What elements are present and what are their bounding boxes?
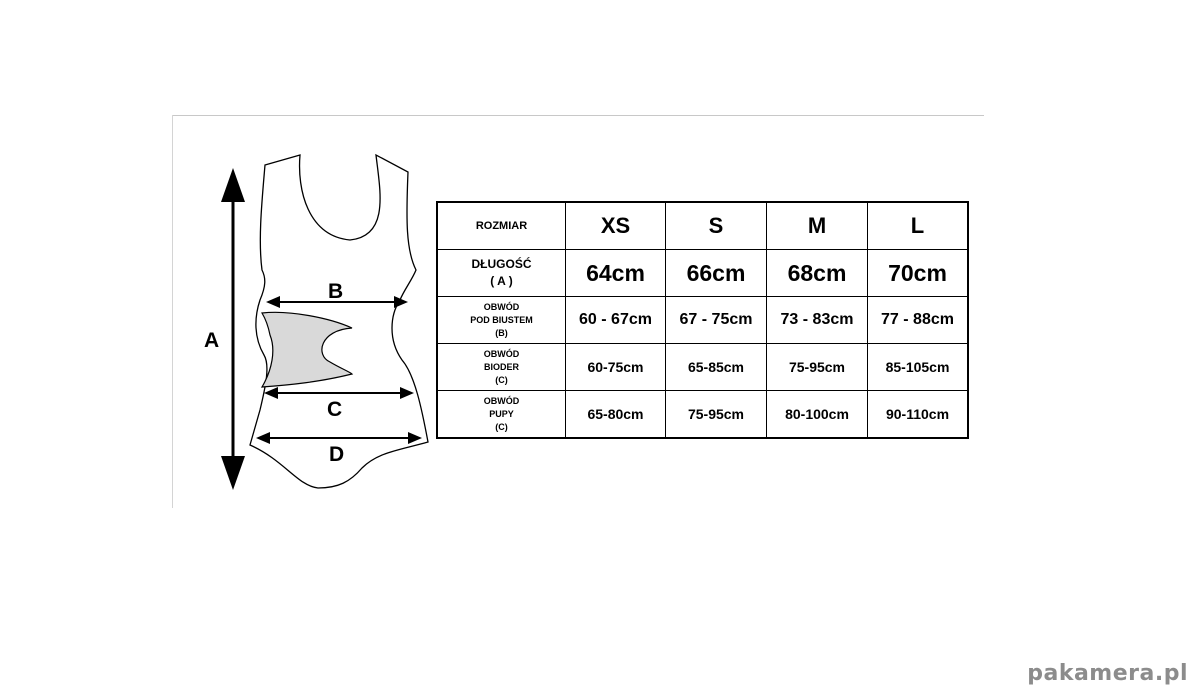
length-arrow (221, 168, 245, 490)
frame-top-line (172, 115, 984, 116)
row-label-hips: OBWÓD BIODER (C) (437, 344, 566, 391)
cell-underbust-s: 67 - 75cm (666, 297, 767, 344)
label-c: C (327, 398, 343, 421)
size-chart-table (436, 201, 969, 439)
header-size-m: M (767, 202, 868, 250)
cell-underbust-m: 73 - 83cm (767, 297, 868, 344)
label-d: D (329, 443, 345, 466)
label-b: B (328, 280, 344, 303)
cell-underbust-xs: 60 - 67cm (566, 297, 666, 344)
row-label-underbust: OBWÓD POD BIUSTEM (B) (437, 297, 566, 344)
frame-left-line (172, 115, 173, 508)
table-row-underbust (437, 297, 968, 344)
header-size-l: L (868, 202, 969, 250)
cell-length-s: 66cm (666, 250, 767, 297)
cell-hips-xs: 60-75cm (566, 344, 666, 391)
cell-seat-l: 90-110cm (868, 391, 969, 439)
table-header-row (437, 202, 968, 250)
row-label-seat: OBWÓD PUPY (C) (437, 391, 566, 439)
cell-length-xs: 64cm (566, 250, 666, 297)
header-size-s: S (666, 202, 767, 250)
swimsuit-diagram (190, 150, 440, 500)
cell-hips-l: 85-105cm (868, 344, 969, 391)
pakamera-watermark: pakamera.pl (1027, 661, 1188, 686)
label-a: A (204, 329, 220, 352)
table-row-seat (437, 391, 968, 439)
cell-underbust-l: 77 - 88cm (868, 297, 969, 344)
header-size-label: ROZMIAR (437, 202, 566, 250)
table-row-length (437, 250, 968, 297)
table-row-hips (437, 344, 968, 391)
cell-seat-xs: 65-80cm (566, 391, 666, 439)
cell-hips-s: 65-85cm (666, 344, 767, 391)
cell-seat-m: 80-100cm (767, 391, 868, 439)
cell-hips-m: 75-95cm (767, 344, 868, 391)
cell-seat-s: 75-95cm (666, 391, 767, 439)
cell-length-l: 70cm (868, 250, 969, 297)
cell-length-m: 68cm (767, 250, 868, 297)
header-size-xs: XS (566, 202, 666, 250)
row-label-length: DŁUGOŚĆ ( A ) (437, 250, 566, 297)
